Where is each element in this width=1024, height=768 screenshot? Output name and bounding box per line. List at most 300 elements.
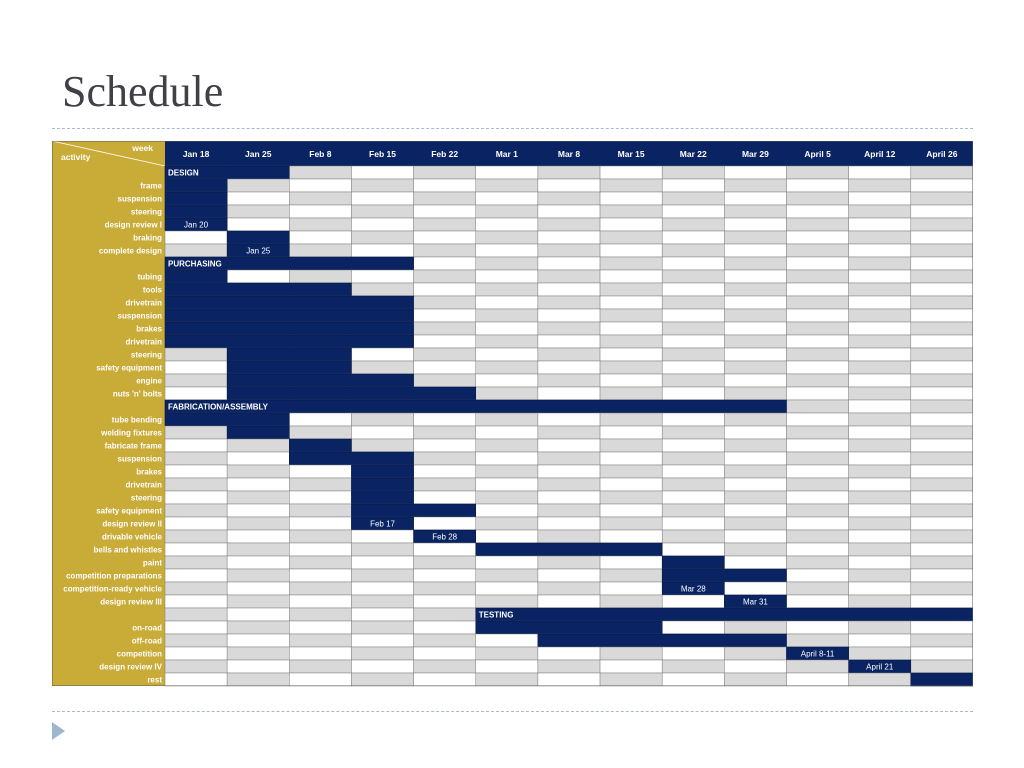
grid-cell	[849, 244, 911, 257]
grid-cell	[414, 426, 476, 439]
section-heading: DESIGN	[168, 168, 199, 178]
schedule-bar	[351, 465, 413, 478]
grid-cell	[289, 218, 351, 231]
activity-label: engine	[136, 376, 162, 386]
grid-cell	[414, 647, 476, 660]
grid-cell	[538, 361, 600, 374]
grid-cell	[414, 660, 476, 673]
grid-cell	[911, 530, 973, 543]
grid-cell	[165, 595, 227, 608]
next-slide-arrow-icon[interactable]	[52, 722, 65, 740]
grid-cell	[414, 413, 476, 426]
grid-cell	[351, 218, 413, 231]
grid-cell	[849, 673, 911, 686]
activity-label: brakes	[136, 467, 162, 477]
grid-cell	[600, 556, 662, 569]
schedule-bar	[289, 439, 351, 452]
grid-cell	[165, 673, 227, 686]
grid-cell	[724, 465, 786, 478]
grid-cell	[227, 465, 289, 478]
section-heading: FABRICATION/ASSEMBLY	[168, 402, 269, 412]
grid-cell	[787, 673, 849, 686]
grid-cell	[414, 608, 476, 621]
grid-cell	[414, 543, 476, 556]
activity-label-cell	[52, 166, 165, 179]
grid-cell	[849, 634, 911, 647]
activity-label: on-road	[132, 623, 162, 633]
schedule-bar	[662, 569, 786, 582]
grid-cell	[600, 595, 662, 608]
grid-cell	[724, 647, 786, 660]
grid-cell	[849, 374, 911, 387]
grid-cell	[538, 426, 600, 439]
grid-cell	[351, 634, 413, 647]
grid-cell	[600, 374, 662, 387]
grid-cell	[165, 465, 227, 478]
grid-cell	[165, 660, 227, 673]
grid-cell	[289, 478, 351, 491]
grid-cell	[787, 452, 849, 465]
grid-cell	[600, 257, 662, 270]
grid-cell	[724, 257, 786, 270]
grid-cell	[476, 634, 538, 647]
grid-cell	[476, 179, 538, 192]
grid-cell	[351, 569, 413, 582]
grid-cell	[600, 413, 662, 426]
activity-label: design review IV	[99, 662, 162, 672]
grid-cell	[538, 439, 600, 452]
grid-cell	[662, 387, 724, 400]
grid-cell	[662, 192, 724, 205]
activity-label: paint	[142, 558, 162, 568]
grid-cell	[414, 595, 476, 608]
schedule-bar	[538, 634, 787, 647]
grid-cell	[662, 270, 724, 283]
grid-cell	[414, 465, 476, 478]
grid-cell	[787, 283, 849, 296]
header-week-6: Mar 8	[557, 149, 581, 159]
grid-cell	[787, 517, 849, 530]
grid-cell	[662, 179, 724, 192]
grid-cell	[724, 439, 786, 452]
grid-cell	[476, 413, 538, 426]
grid-cell	[724, 205, 786, 218]
grid-cell	[724, 309, 786, 322]
grid-cell	[414, 205, 476, 218]
grid-cell	[289, 517, 351, 530]
grid-cell	[911, 491, 973, 504]
grid-cell	[538, 192, 600, 205]
grid-cell	[476, 556, 538, 569]
activity-label: steering	[130, 493, 162, 503]
grid-cell	[414, 556, 476, 569]
grid-cell	[787, 387, 849, 400]
grid-cell	[662, 322, 724, 335]
grid-cell	[600, 387, 662, 400]
grid-cell	[476, 205, 538, 218]
grid-cell	[849, 270, 911, 283]
header-week-4: Feb 22	[431, 149, 459, 159]
grid-cell	[351, 166, 413, 179]
grid-cell	[787, 595, 849, 608]
grid-cell	[476, 491, 538, 504]
grid-cell	[351, 647, 413, 660]
grid-cell	[289, 647, 351, 660]
grid-cell	[724, 660, 786, 673]
grid-cell	[227, 504, 289, 517]
grid-cell	[538, 244, 600, 257]
grid-cell	[476, 439, 538, 452]
grid-cell	[227, 673, 289, 686]
grid-cell	[911, 348, 973, 361]
grid-cell	[476, 673, 538, 686]
grid-cell	[724, 231, 786, 244]
grid-cell	[600, 504, 662, 517]
grid-cell	[600, 335, 662, 348]
grid-cell	[414, 478, 476, 491]
header-week-2: Feb 8	[309, 149, 332, 159]
grid-cell	[849, 166, 911, 179]
grid-cell	[911, 231, 973, 244]
grid-cell	[787, 192, 849, 205]
grid-cell	[724, 244, 786, 257]
grid-cell	[289, 660, 351, 673]
grid-cell	[165, 426, 227, 439]
header-week-0: Jan 18	[182, 149, 210, 159]
grid-cell	[600, 491, 662, 504]
grid-cell	[351, 582, 413, 595]
activity-label: tubing	[137, 272, 162, 282]
grid-cell	[227, 439, 289, 452]
grid-cell	[538, 517, 600, 530]
schedule-bar	[476, 543, 662, 556]
grid-cell	[911, 595, 973, 608]
header-week-12: April 26	[926, 149, 958, 159]
header-week-3: Feb 15	[369, 149, 396, 159]
grid-cell	[849, 478, 911, 491]
activity-label: brakes	[136, 324, 162, 334]
grid-cell	[849, 517, 911, 530]
schedule-bar	[227, 348, 351, 361]
grid-cell	[289, 270, 351, 283]
grid-cell	[724, 374, 786, 387]
grid-cell	[538, 478, 600, 491]
header-week-10: April 5	[804, 149, 831, 159]
grid-cell	[414, 673, 476, 686]
activity-label: tube bending	[111, 415, 162, 425]
schedule-bar	[227, 374, 413, 387]
grid-cell	[538, 322, 600, 335]
grid-cell	[911, 426, 973, 439]
grid-cell	[165, 608, 227, 621]
grid-cell	[165, 387, 227, 400]
grid-cell	[600, 426, 662, 439]
grid-cell	[165, 452, 227, 465]
schedule-bar	[289, 452, 413, 465]
grid-cell	[662, 244, 724, 257]
activity-label: design review I	[104, 220, 162, 230]
grid-cell	[414, 257, 476, 270]
grid-cell	[849, 348, 911, 361]
activity-label-cell	[52, 608, 165, 621]
activity-label: suspension	[117, 194, 162, 204]
grid-cell	[724, 361, 786, 374]
grid-cell	[289, 530, 351, 543]
activity-label: steering	[130, 350, 162, 360]
grid-cell	[227, 543, 289, 556]
grid-cell	[538, 205, 600, 218]
grid-cell	[289, 465, 351, 478]
grid-cell	[911, 374, 973, 387]
grid-cell	[414, 296, 476, 309]
grid-cell	[662, 257, 724, 270]
milestone-date: Mar 28	[680, 584, 706, 594]
grid-cell	[662, 361, 724, 374]
bottom-divider	[52, 711, 973, 712]
grid-cell	[538, 257, 600, 270]
grid-cell	[227, 556, 289, 569]
grid-cell	[476, 530, 538, 543]
activity-label: drivetrain	[125, 480, 162, 490]
grid-cell	[538, 283, 600, 296]
grid-cell	[165, 504, 227, 517]
schedule-bar	[165, 335, 414, 348]
grid-cell	[538, 647, 600, 660]
grid-cell	[849, 426, 911, 439]
grid-cell	[849, 192, 911, 205]
header-activity-label: activity	[61, 152, 91, 162]
grid-cell	[351, 426, 413, 439]
grid-cell	[911, 166, 973, 179]
grid-cell	[227, 517, 289, 530]
grid-cell	[849, 465, 911, 478]
grid-cell	[662, 465, 724, 478]
grid-cell	[787, 621, 849, 634]
grid-cell	[538, 231, 600, 244]
grid-cell	[165, 374, 227, 387]
grid-cell	[227, 569, 289, 582]
grid-cell	[787, 361, 849, 374]
activity-label: tools	[142, 285, 162, 295]
activity-label: braking	[133, 233, 162, 243]
grid-cell	[538, 530, 600, 543]
grid-cell	[476, 244, 538, 257]
grid-cell	[414, 231, 476, 244]
grid-cell	[351, 361, 413, 374]
grid-cell	[849, 504, 911, 517]
schedule-bar	[476, 621, 662, 634]
grid-cell	[414, 582, 476, 595]
grid-cell	[227, 218, 289, 231]
grid-cell	[289, 244, 351, 257]
grid-cell	[289, 543, 351, 556]
grid-cell	[289, 192, 351, 205]
grid-cell	[787, 426, 849, 439]
grid-cell	[662, 673, 724, 686]
grid-cell	[787, 244, 849, 257]
grid-cell	[787, 335, 849, 348]
top-divider	[52, 128, 973, 129]
activity-label: design review II	[102, 519, 162, 529]
grid-cell	[351, 283, 413, 296]
grid-cell	[600, 348, 662, 361]
grid-cell	[724, 621, 786, 634]
grid-cell	[787, 179, 849, 192]
grid-cell	[414, 621, 476, 634]
grid-cell	[787, 309, 849, 322]
grid-cell	[849, 179, 911, 192]
grid-cell	[351, 595, 413, 608]
grid-cell	[165, 439, 227, 452]
activity-label: steering	[130, 207, 162, 217]
grid-cell	[414, 283, 476, 296]
grid-cell	[724, 283, 786, 296]
grid-cell	[414, 452, 476, 465]
activity-label: suspension	[117, 311, 162, 321]
schedule-bar	[476, 608, 973, 621]
grid-cell	[227, 634, 289, 647]
grid-cell	[289, 556, 351, 569]
activity-label: rest	[147, 675, 162, 685]
grid-cell	[724, 452, 786, 465]
grid-cell	[911, 621, 973, 634]
grid-cell	[476, 647, 538, 660]
grid-cell	[165, 634, 227, 647]
grid-cell	[227, 530, 289, 543]
header-week-1: Jan 25	[244, 149, 272, 159]
grid-cell	[476, 322, 538, 335]
grid-cell	[662, 517, 724, 530]
schedule-bar	[351, 491, 413, 504]
activity-label: complete design	[98, 246, 162, 256]
grid-cell	[911, 517, 973, 530]
grid-cell	[538, 595, 600, 608]
grid-cell	[724, 517, 786, 530]
grid-cell	[289, 413, 351, 426]
grid-cell	[662, 348, 724, 361]
header-week-11: April 12	[864, 149, 896, 159]
grid-cell	[787, 270, 849, 283]
grid-cell	[911, 569, 973, 582]
grid-cell	[849, 582, 911, 595]
grid-cell	[787, 556, 849, 569]
grid-cell	[538, 335, 600, 348]
grid-cell	[849, 335, 911, 348]
grid-cell	[351, 673, 413, 686]
grid-cell	[289, 634, 351, 647]
grid-cell	[787, 465, 849, 478]
grid-cell	[165, 543, 227, 556]
grid-cell	[351, 543, 413, 556]
schedule-bar	[351, 478, 413, 491]
grid-cell	[911, 270, 973, 283]
grid-cell	[351, 192, 413, 205]
grid-cell	[476, 517, 538, 530]
grid-cell	[724, 166, 786, 179]
grid-cell	[724, 218, 786, 231]
grid-cell	[165, 478, 227, 491]
grid-cell	[227, 582, 289, 595]
milestone-date: Feb 17	[370, 519, 395, 529]
grid-cell	[414, 166, 476, 179]
grid-cell	[849, 543, 911, 556]
grid-cell	[600, 361, 662, 374]
grid-cell	[351, 556, 413, 569]
grid-cell	[165, 647, 227, 660]
grid-cell	[911, 478, 973, 491]
grid-cell	[600, 322, 662, 335]
milestone-date: April 21	[866, 662, 894, 672]
grid-cell	[849, 400, 911, 413]
grid-cell	[538, 218, 600, 231]
header-week-9: Mar 29	[741, 149, 769, 159]
grid-cell	[849, 257, 911, 270]
grid-cell	[289, 166, 351, 179]
grid-cell	[787, 322, 849, 335]
grid-cell	[165, 530, 227, 543]
activity-label: off-road	[131, 636, 162, 646]
grid-cell	[911, 634, 973, 647]
grid-cell	[849, 595, 911, 608]
grid-cell	[724, 413, 786, 426]
grid-cell	[849, 361, 911, 374]
grid-cell	[911, 647, 973, 660]
grid-cell	[662, 335, 724, 348]
activity-label-cell	[52, 257, 165, 270]
grid-cell	[787, 478, 849, 491]
grid-cell	[600, 283, 662, 296]
grid-cell	[911, 322, 973, 335]
grid-cell	[849, 647, 911, 660]
grid-cell	[724, 322, 786, 335]
grid-cell	[911, 335, 973, 348]
grid-cell	[662, 660, 724, 673]
activity-label: suspension	[117, 454, 162, 464]
schedule-bar	[165, 309, 414, 322]
grid-cell	[600, 218, 662, 231]
grid-cell	[600, 244, 662, 257]
grid-cell	[414, 218, 476, 231]
grid-cell	[538, 491, 600, 504]
schedule-bar	[165, 283, 351, 296]
grid-cell	[351, 608, 413, 621]
grid-cell	[787, 205, 849, 218]
grid-cell	[787, 504, 849, 517]
grid-cell	[351, 621, 413, 634]
activity-label: competition preparations	[65, 571, 162, 581]
grid-cell	[911, 361, 973, 374]
grid-cell	[662, 426, 724, 439]
grid-cell	[787, 348, 849, 361]
grid-cell	[476, 335, 538, 348]
grid-cell	[787, 218, 849, 231]
grid-cell	[538, 387, 600, 400]
grid-cell	[414, 348, 476, 361]
grid-cell	[414, 192, 476, 205]
grid-cell	[849, 231, 911, 244]
grid-cell	[724, 296, 786, 309]
grid-cell	[911, 543, 973, 556]
grid-cell	[538, 166, 600, 179]
grid-cell	[351, 530, 413, 543]
grid-cell	[662, 452, 724, 465]
grid-cell	[289, 491, 351, 504]
grid-cell	[165, 517, 227, 530]
grid-cell	[600, 231, 662, 244]
grid-cell	[600, 517, 662, 530]
grid-cell	[911, 439, 973, 452]
grid-cell	[662, 283, 724, 296]
